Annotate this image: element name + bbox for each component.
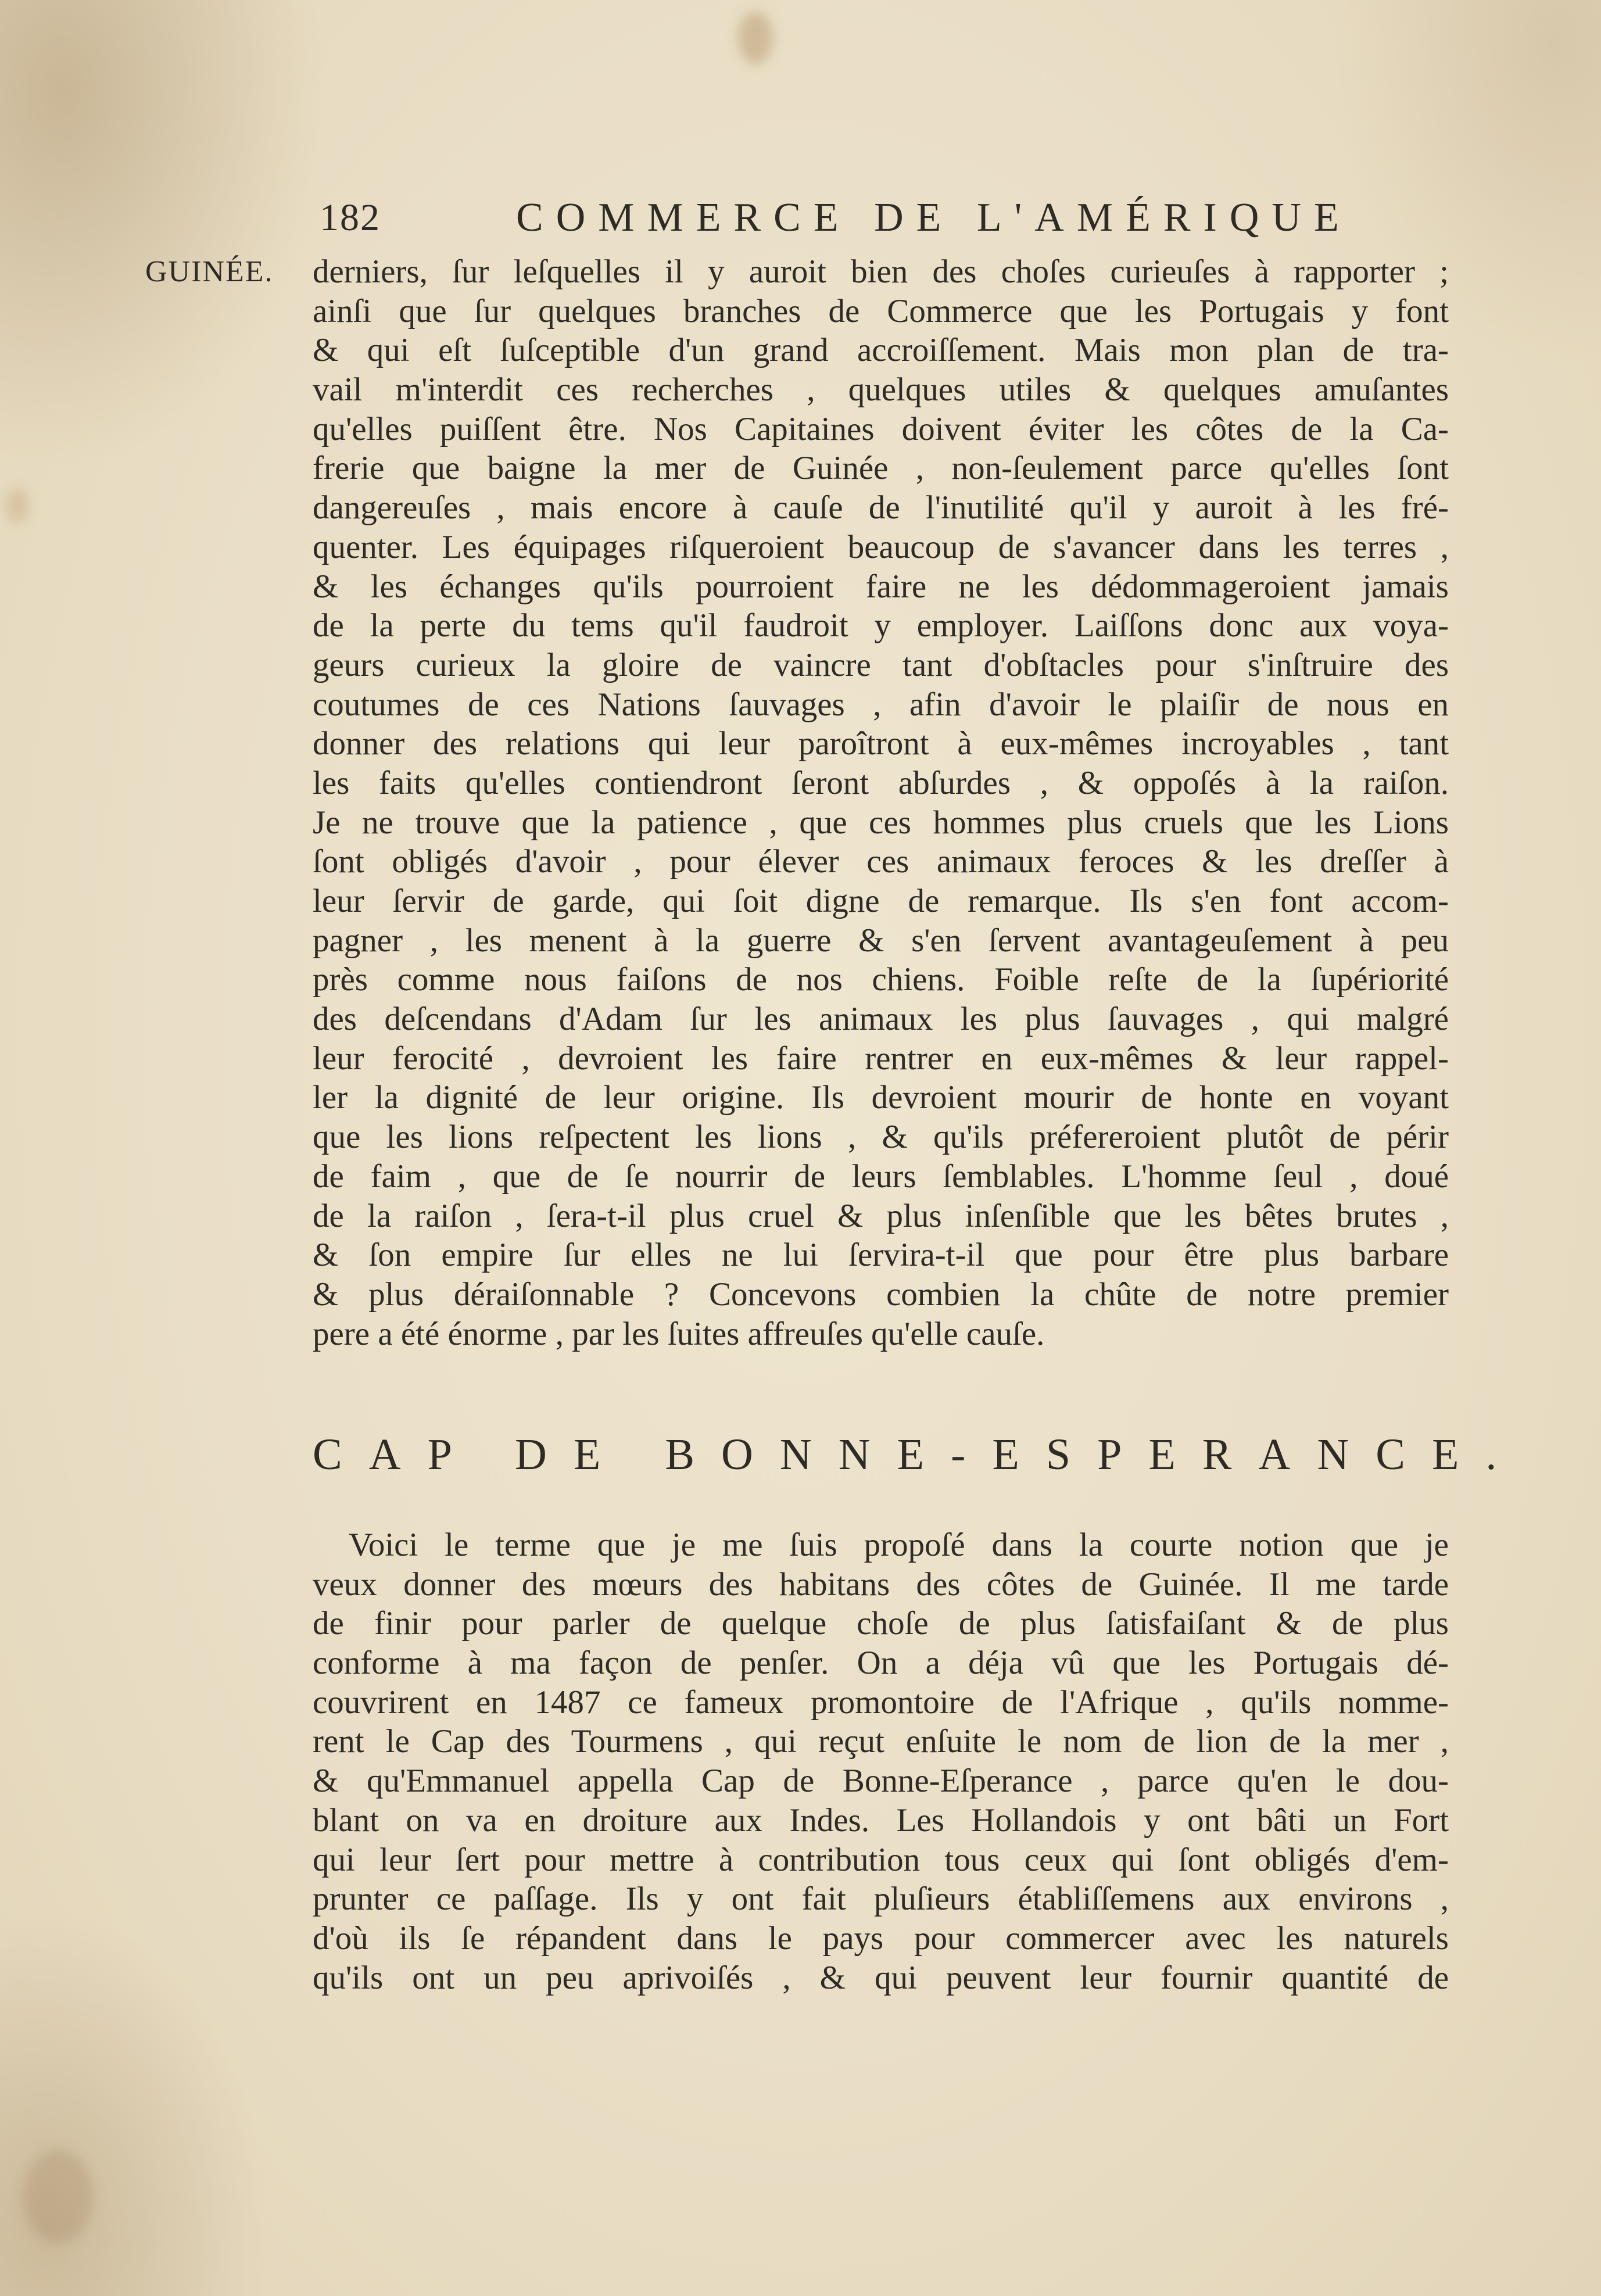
text-line: quenter. Les équipages riſqueroient beaucoup de s'avancer dans les terres , <box>313 528 1449 565</box>
text-line: prunter ce paſſage. Ils y ont fait pluſieurs établiſſemens aux environs , <box>313 1881 1449 1918</box>
text-line: ſont obligés d'avoir , pour élever ces animaux feroces & les dreſſer à <box>313 843 1449 880</box>
text-line: de la perte du tems qu'il faudroit y employer. Laiſſons donc aux voya- <box>313 607 1449 644</box>
text-line: que les lions reſpectent les lions , & qu'ils préfereroient plutôt de périr <box>313 1119 1449 1156</box>
running-title: COMMERCE DE L'AMÉRIQUE <box>516 195 1352 240</box>
text-line: & ſon empire ſur elles ne lui ſervira-t-il que pour être plus barbare <box>313 1237 1449 1274</box>
text-line: pagner , les menent à la guerre & s'en ſervent avantageuſement à peu <box>313 922 1449 959</box>
text-line: de la raiſon , ſera-t-il plus cruel & plus inſenſible que les bêtes brutes , <box>313 1197 1449 1234</box>
text-line: conforme à ma façon de penſer. On a déja vû que les Portugais dé- <box>313 1645 1449 1682</box>
text-line: ainſi que ſur quelques branches de Commerce que les Portugais y font <box>313 292 1449 329</box>
text-line: les faits qu'elles contiendront ſeront abſurdes , & oppoſés à la raiſon. <box>313 764 1449 801</box>
text-line: vail m'interdit ces recherches , quelques utiles & quelques amuſantes <box>313 371 1449 409</box>
paragraph-1 <box>313 252 1449 1353</box>
age-stain <box>738 12 773 64</box>
section-heading: CAP DE BONNE-ESPERANCE. <box>313 1430 1524 1479</box>
text-line: qui leur ſert pour mettre à contribution tous ceux qui ſont obligés d'em- <box>313 1841 1449 1878</box>
age-stain <box>23 2150 93 2243</box>
text-line: de finir pour parler de quelque choſe de plus ſatisfaiſant & de plus <box>313 1605 1449 1642</box>
text-line: derniers, ſur leſquelles il y auroit bien des choſes curieuſes à rapporter ; <box>313 253 1449 290</box>
text-line: rent le Cap des Tourmens , qui reçut enſuite le nom de lion de la mer , <box>313 1723 1449 1760</box>
text-line: des deſcendans d'Adam ſur les animaux les plus ſauvages , qui malgré <box>313 1001 1449 1038</box>
text-line: pere a été énorme , par les ſuites affreuſes qu'elle cauſe. <box>313 1315 1045 1352</box>
text-line: & les échanges qu'ils pourroient faire ne les dédommageroient jamais <box>313 568 1449 605</box>
text-line: veux donner des mœurs des habitans des côtes de Guinée. Il me tarde <box>313 1566 1449 1603</box>
text-line: Voici le terme que je me ſuis propoſé dans la courte notion que je <box>349 1527 1449 1563</box>
text-line: donner des relations qui leur paroîtront à eux-mêmes incroyables , tant <box>313 725 1449 762</box>
page-number: 182 <box>320 196 381 239</box>
text-line: de faim , que de ſe nourrir de leurs ſemblables. L'homme ſeul , doué <box>313 1158 1449 1195</box>
text-line: ler la dignité de leur origine. Ils devroient mourir de honte en voyant <box>313 1079 1449 1116</box>
page-header <box>320 189 1352 247</box>
text-line: blant on va en droiture aux Indes. Les Hollandois y ont bâti un Fort <box>313 1801 1449 1839</box>
text-line: leur ſervir de garde, qui ſoit digne de remarque. Ils s'en font accom- <box>313 883 1449 919</box>
text-line: & plus déraiſonnable ? Concevons combien la chûte de notre premier <box>313 1276 1449 1313</box>
paragraph-2 <box>313 1525 1449 1997</box>
margin-note: GUINÉE. <box>145 255 274 288</box>
text-line: geurs curieux la gloire de vaincre tant d'obſtacles pour s'inſtruire des <box>313 646 1449 683</box>
text-line: qu'elles puiſſent être. Nos Capitaines doivent éviter les côtes de la Ca- <box>313 410 1449 447</box>
text-line: dangereuſes , mais encore à cauſe de l'inutilité qu'il y auroit à les fré- <box>313 489 1449 526</box>
text-line: leur ferocité , devroient les faire rentrer en eux-mêmes & leur rappel- <box>313 1040 1449 1077</box>
text-line: & qu'Emmanuel appella Cap de Bonne-Eſperance , parce qu'en le dou- <box>313 1763 1449 1800</box>
text-line: près comme nous faiſons de nos chiens. Foible reſte de la ſupériorité <box>313 961 1449 998</box>
text-line: Je ne trouve que la patience , que ces hommes plus cruels que les Lions <box>313 804 1449 841</box>
text-line: frerie que baigne la mer de Guinée , non-ſeulement parce qu'elles ſont <box>313 450 1449 487</box>
text-line: coutumes de ces Nations ſauvages , afin d'avoir le plaiſir de nous en <box>313 686 1449 723</box>
text-line: qu'ils ont un peu aprivoiſés , & qui peuvent leur fournir quantité de <box>313 1959 1449 1996</box>
text-line: d'où ils ſe répandent dans le pays pour commercer avec les naturels <box>313 1919 1449 1957</box>
age-stain <box>6 488 29 523</box>
text-line: & qui eſt ſuſceptible d'un grand accroiſſement. Mais mon plan de tra- <box>313 332 1449 369</box>
text-line: couvrirent en 1487 ce fameux promontoire de l'Afrique , qu'ils nomme- <box>313 1684 1449 1721</box>
